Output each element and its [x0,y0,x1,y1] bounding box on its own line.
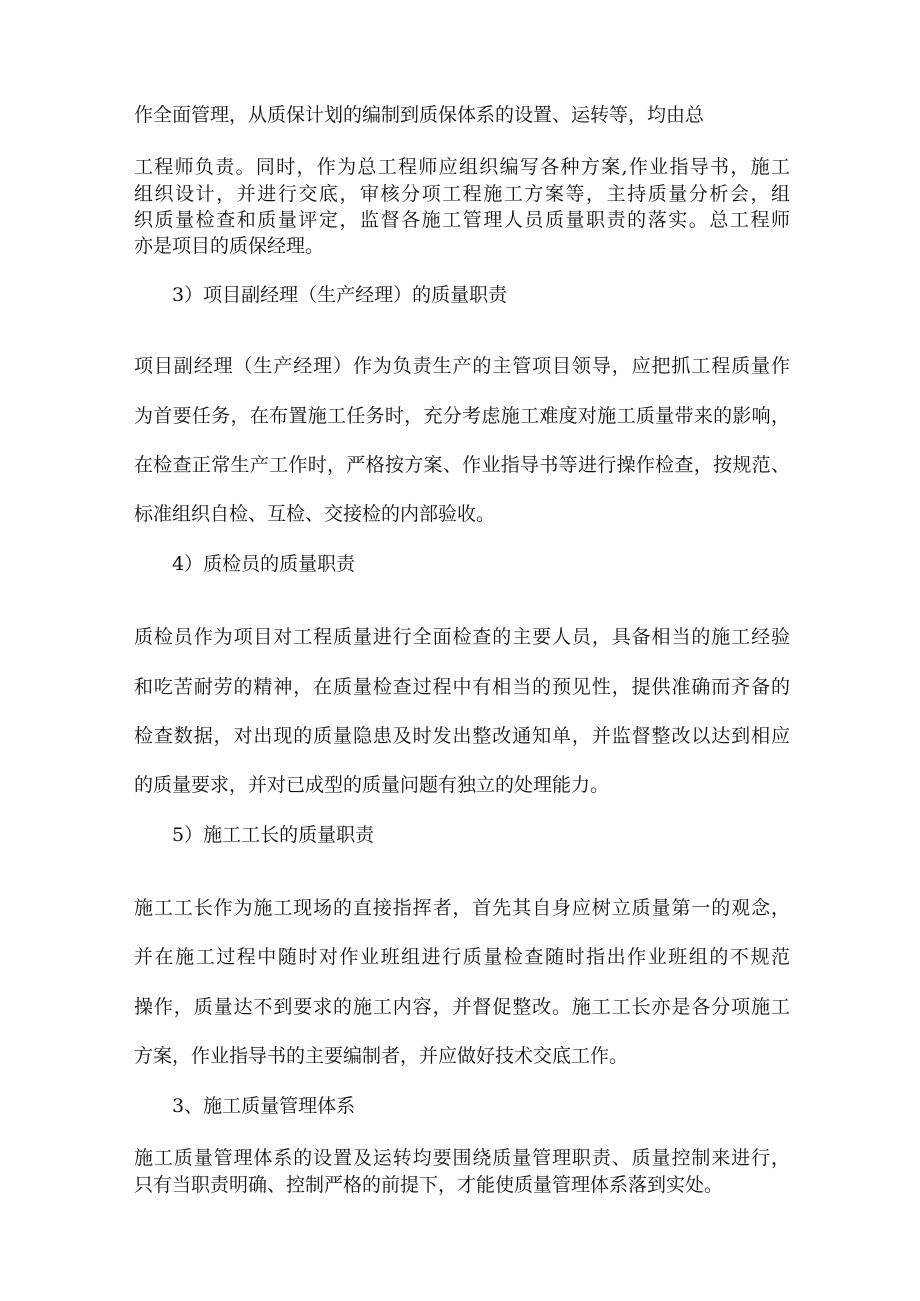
section-heading: 3）项目副经理（生产经理）的质量职责 [172,284,508,306]
paragraph-line: 质检员作为项目对工程质量进行全面检查的主要人员，具备相当的施工经验 [134,626,790,648]
section-heading: 4）质检员的质量职责 [172,553,356,575]
paragraph-line: 并在施工过程中随时对作业班组进行质量检查随时指出作业班组的不规范 [134,946,790,968]
paragraph-line: 项目副经理（生产经理）作为负责生产的主管项目领导，应把抓工程质量作 [134,355,790,377]
paragraph-line: 和吃苦耐劳的精神，在质量检查过程中有相当的预见性，提供准确而齐备的 [134,676,790,698]
paragraph-line: 在检查正常生产工作时，严格按方案、作业指导书等进行操作检查，按规范、 [134,454,790,476]
paragraph-line: 施工工长作为施工现场的直接指挥者，首先其自身应树立质量第一的观念， [134,897,790,919]
paragraph-line: 标准组织自检、互检、交接检的内部验收。 [134,503,496,525]
paragraph-line: 组织设计，并进行交底，审核分项工程施工方案等，主持质量分析会，组 [134,183,790,205]
section-heading: 5）施工工长的质量职责 [172,824,375,846]
paragraph-line: 织质量检查和质量评定，监督各施工管理人员质量职责的落实。总工程师 [134,209,790,231]
paragraph-line: 为首要任务，在布置施工任务时，充分考虑施工难度对施工质量带来的影响， [134,405,790,427]
paragraph-line: 操作，质量达不到要求的施工内容，并督促整改。施工工长亦是各分项施工 [134,996,790,1018]
paragraph-line: 方案，作业指导书的主要编制者，并应做好技术交底工作。 [134,1045,629,1067]
paragraph-line: 作全面管理，从质保计划的编制到质保体系的设置、运转等，均由总 [134,104,705,126]
paragraph-line: 只有当职责明确、控制严格的前提下，才能使质量管理体系落到实处。 [134,1174,724,1196]
paragraph-line: 工程师负责。同时，作为总工程师应组织编写各种方案,作业指导书，施工 [134,156,790,178]
paragraph-line: 的质量要求，并对已成型的质量问题有独立的处理能力。 [134,774,610,796]
paragraph-line: 施工质量管理体系的设置及运转均要围绕质量管理职责、质量控制来进行， [134,1147,790,1169]
paragraph-line: 亦是项目的质保经理。 [134,235,325,257]
section-heading: 3、施工质量管理体系 [172,1095,356,1117]
paragraph-line: 检查数据，对出现的质量隐患及时发出整改通知单，并监督整改以达到相应 [134,725,790,747]
